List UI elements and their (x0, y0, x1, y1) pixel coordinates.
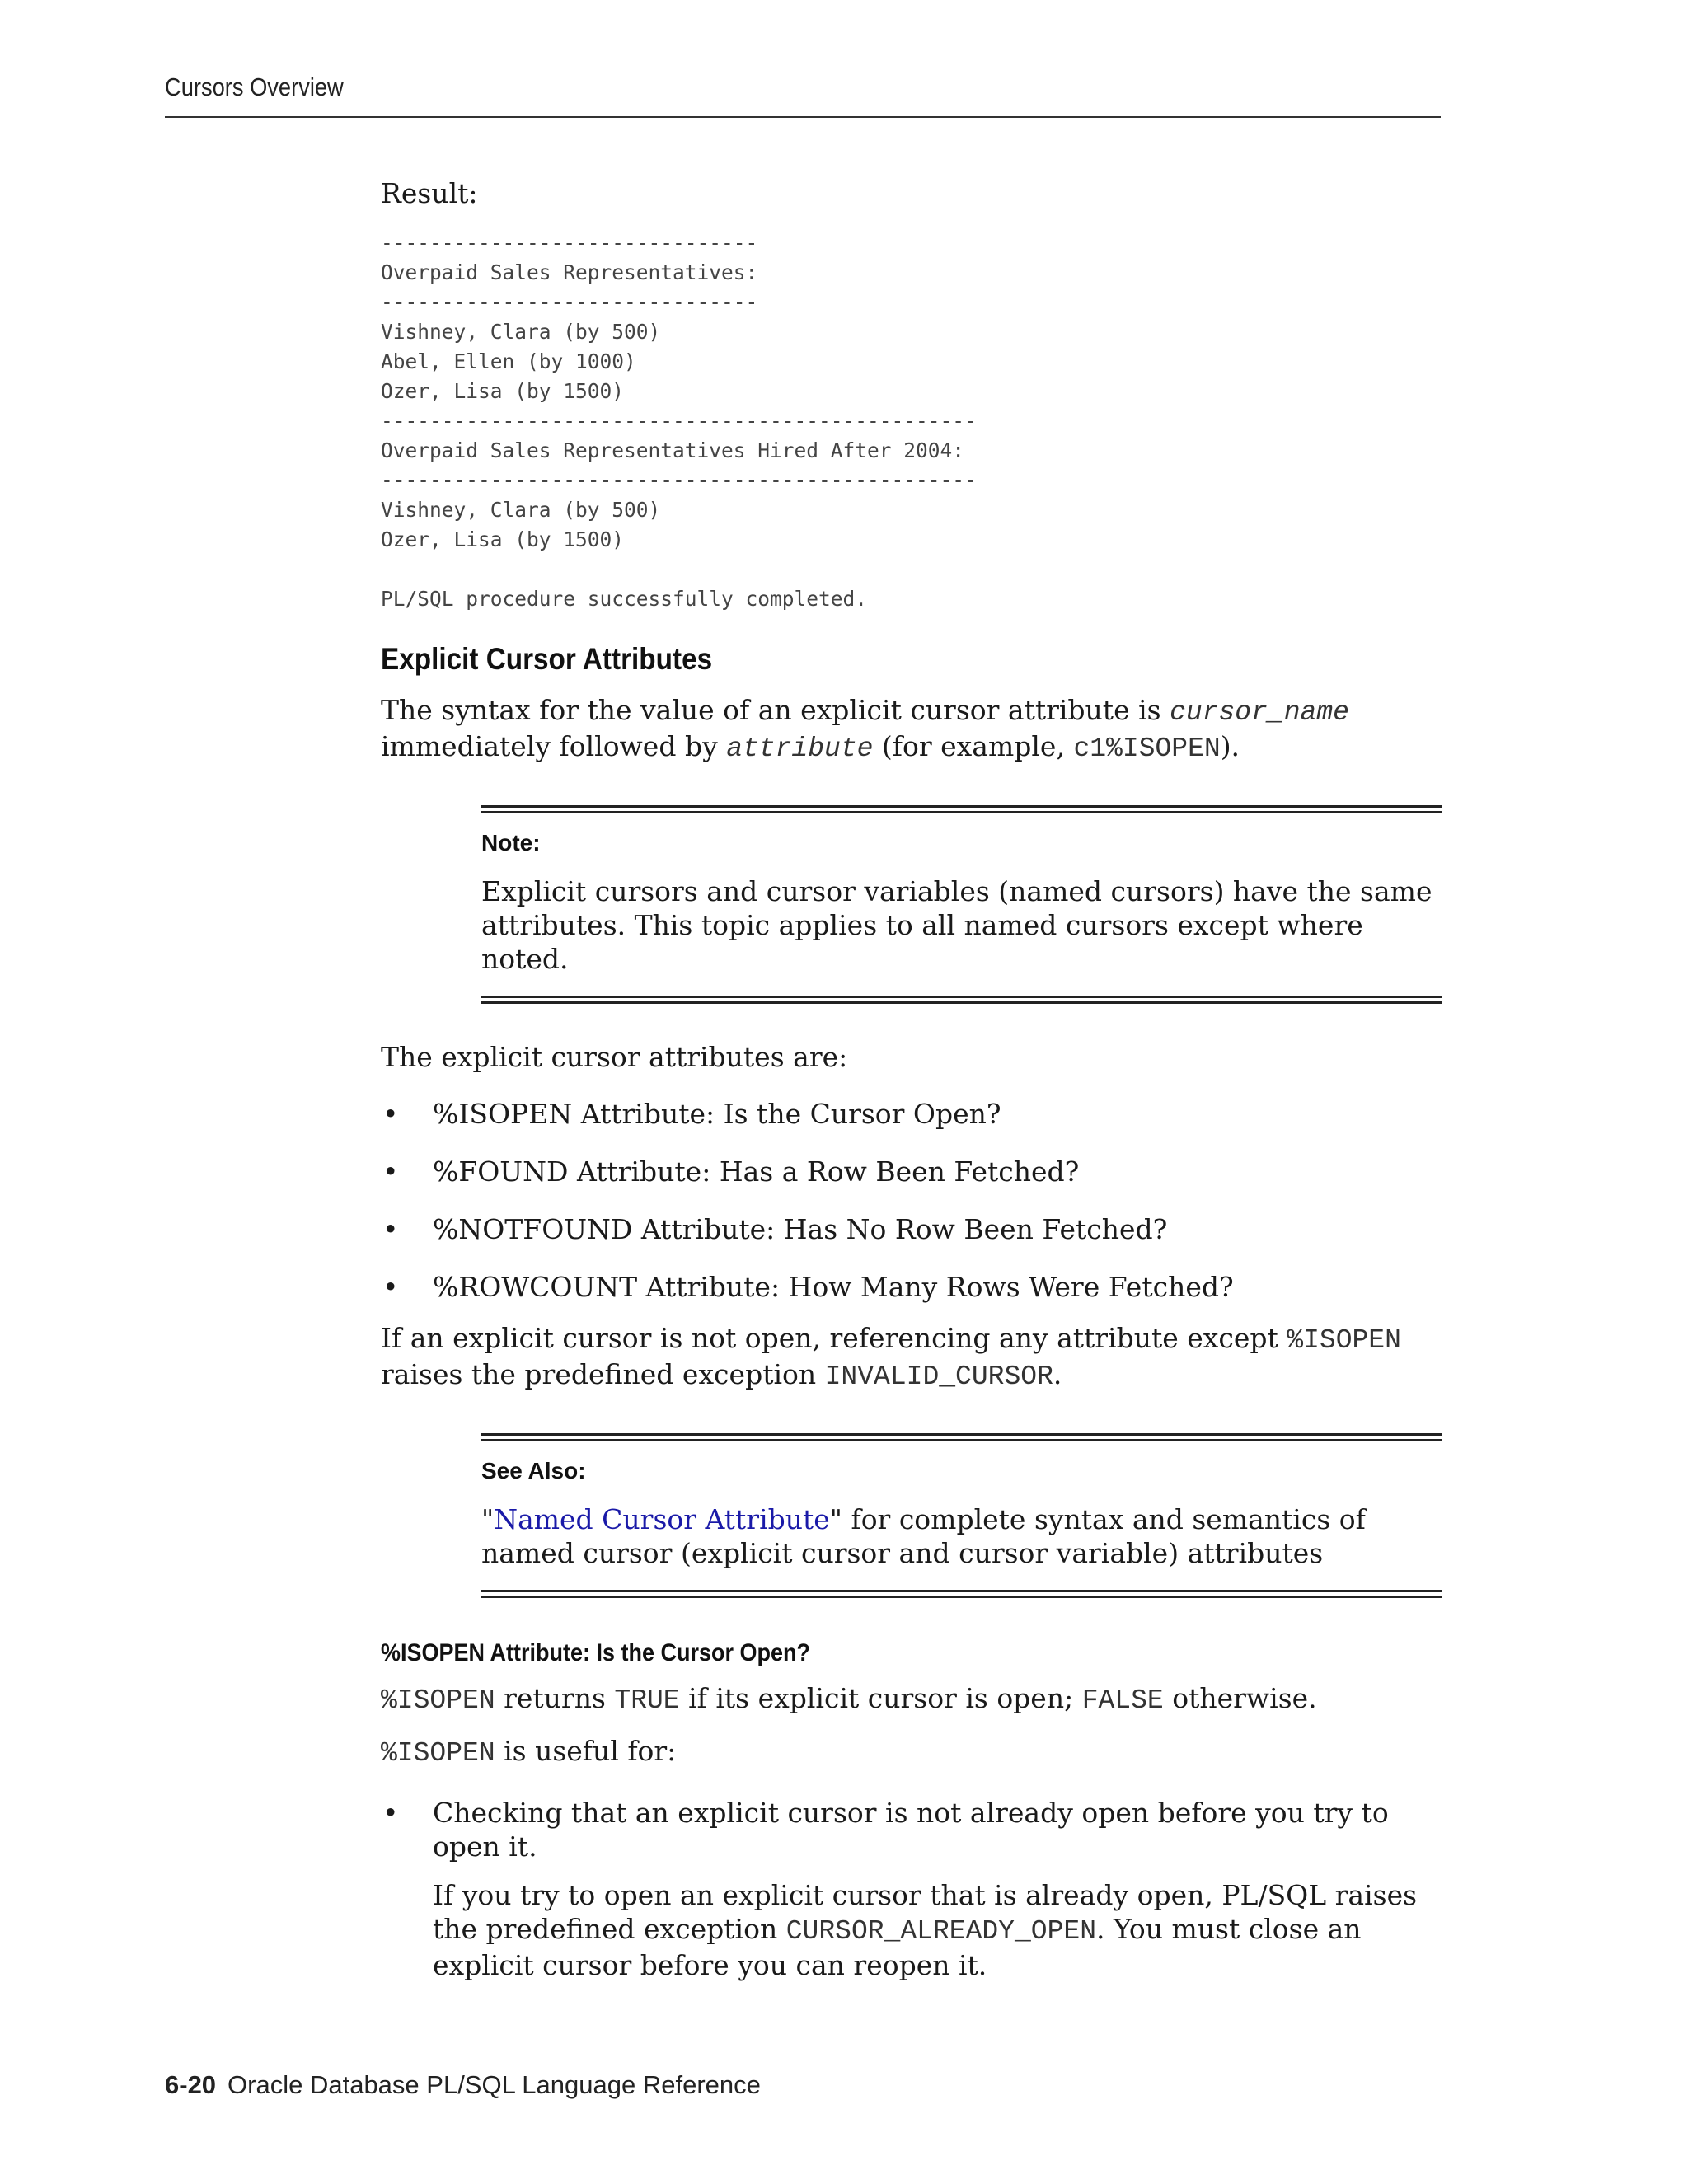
attributes-intro: The explicit cursor attributes are: (381, 1041, 848, 1073)
bullet-glyph: • (382, 1098, 399, 1130)
bullet-glyph: • (382, 1155, 399, 1188)
quote-mark: " (481, 1503, 495, 1535)
quote-mark: " (829, 1503, 842, 1535)
code-isopen: %ISOPEN (1287, 1325, 1401, 1356)
list-item (381, 1796, 1444, 1982)
text-run: (for example, (873, 730, 1074, 762)
see-also-bottom-rule (481, 1590, 1442, 1598)
attribute-item-notfound[interactable] (381, 1212, 1444, 1246)
list-item-text: Checking that an explicit cursor is not already open before you try to open it. (433, 1797, 1389, 1863)
see-also-text (481, 1502, 1442, 1570)
text-run: If you try to open an explicit cursor that is already open, PL/SQL raises the predefined exception (433, 1879, 1418, 1945)
section-heading: Explicit Cursor Attributes (381, 642, 713, 676)
see-also-top-rule (481, 1433, 1442, 1441)
code-true: TRUE (614, 1685, 680, 1716)
attribute-item-isopen[interactable] (381, 1097, 1444, 1131)
text-run: if its explicit cursor is open; (679, 1682, 1082, 1714)
exception-paragraph (381, 1321, 1444, 1394)
text-run: immediately followed by (381, 730, 727, 762)
subsection-heading: %ISOPEN Attribute: Is the Cursor Open? (381, 1639, 811, 1666)
code-false: FALSE (1081, 1685, 1164, 1716)
note-top-rule (481, 805, 1442, 813)
result-label: Result: (381, 177, 478, 209)
attribute-list (381, 1097, 1444, 1304)
running-footer (165, 2070, 761, 2100)
attribute-item-label: %ISOPEN Attribute: Is the Cursor Open? (433, 1098, 1001, 1130)
see-also-box (481, 1433, 1442, 1598)
attribute-item-label: %NOTFOUND Attribute: Has No Row Been Fetched? (433, 1213, 1168, 1245)
bullet-glyph: • (382, 1271, 399, 1303)
text-run: . (1053, 1358, 1062, 1390)
list-item-detail (433, 1878, 1444, 1982)
see-also-label: See Also: (481, 1458, 586, 1483)
code-attribute: attribute (726, 733, 874, 764)
code-cursor-already-open: CURSOR_ALREADY_OPEN (785, 1916, 1096, 1947)
page-number: 6-20 (165, 2070, 217, 2099)
text-run: If an explicit cursor is not open, referencing any attribute except (381, 1322, 1287, 1354)
note-label: Note: (481, 830, 541, 855)
text-run: for complete syntax and semantics of named cursor (explicit cursor and cursor variable) attributes (481, 1503, 1366, 1569)
text-run: The syntax for the value of an explicit cursor attribute is (381, 694, 1170, 726)
bullet-glyph: • (382, 1797, 399, 1829)
text-run: otherwise. (1163, 1682, 1317, 1714)
text-run: returns (495, 1682, 615, 1714)
book-title: Oracle Database PL/SQL Language Reference (227, 2070, 761, 2099)
code-cursor-name: cursor_name (1170, 697, 1349, 728)
running-header: Cursors Overview (165, 73, 344, 101)
note-text: Explicit cursors and cursor variables (named cursors) have the same attributes. This topic applies to all named cursors except where noted. (481, 875, 1432, 975)
code-isopen: %ISOPEN (381, 1685, 495, 1716)
attribute-item-label: %ROWCOUNT Attribute: How Many Rows Were Fetched? (433, 1271, 1234, 1303)
note-bottom-rule (481, 996, 1442, 1004)
attribute-item-label: %FOUND Attribute: Has a Row Been Fetched? (433, 1155, 1080, 1188)
isopen-useful-paragraph (381, 1734, 1444, 1770)
code-isopen: %ISOPEN (381, 1738, 495, 1769)
code-example: c1%ISOPEN (1073, 733, 1221, 764)
text-run: raises the predefined exception (381, 1358, 825, 1390)
text-run: . You must close an explicit cursor before you can reopen it. (433, 1913, 1362, 1981)
syntax-paragraph (381, 693, 1444, 766)
named-cursor-attribute-link[interactable]: Named Cursor Attribute (494, 1503, 830, 1535)
note-box (481, 805, 1442, 1004)
bullet-glyph: • (382, 1213, 399, 1245)
main-content (381, 176, 1444, 1982)
isopen-use-list (381, 1796, 1444, 1982)
text-run: is useful for: (495, 1735, 677, 1767)
attribute-item-rowcount[interactable] (381, 1270, 1444, 1304)
isopen-returns-paragraph (381, 1681, 1444, 1718)
code-invalid-cursor: INVALID_CURSOR (824, 1361, 1053, 1392)
result-output: ------------------------------- Overpaid Sales Representatives: ------------------------------- Vishney, Clara (by 500) Abel, Ellen (by 1000) Ozer, Lisa (by 1500) ------------------------------------------------- Overpaid Sales Representatives Hired After 2004: ------------------------------------------------- Vishney, Clara (by 500) Ozer, Lisa (by 1500) PL/SQL procedure successfully completed. (381, 231, 977, 611)
text-run: ). (1220, 730, 1240, 762)
attribute-item-found[interactable] (381, 1155, 1444, 1188)
header-rule (165, 116, 1441, 118)
